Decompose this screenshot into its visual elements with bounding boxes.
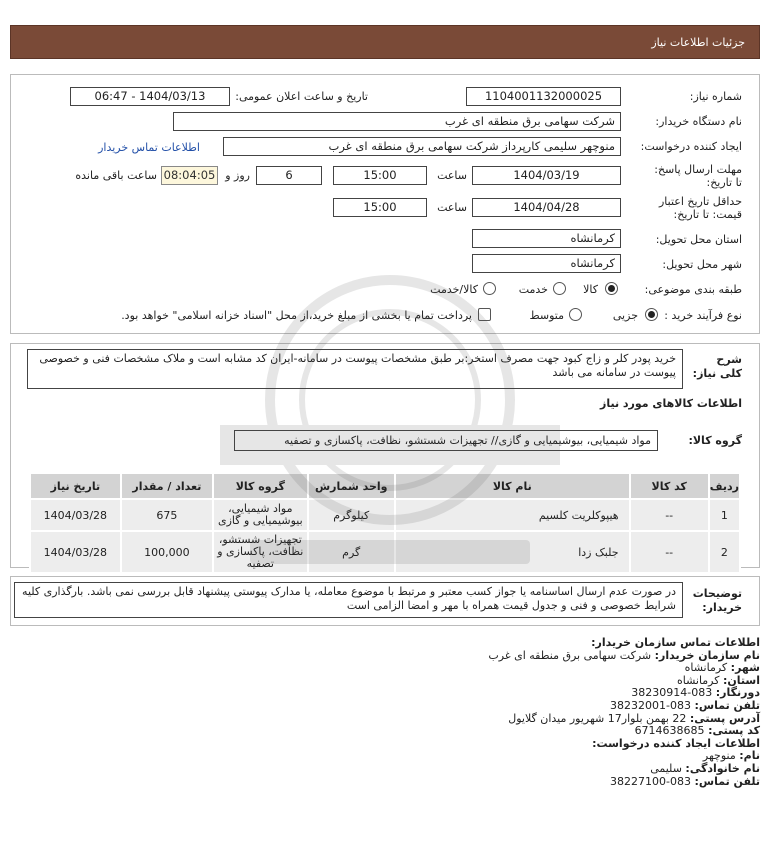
need-number-field: 1104001132000025 [466,87,621,106]
category-radio-service[interactable] [553,282,566,295]
process-option-minor: جزیی [612,309,638,322]
deadline-date-field: 1404/03/19 [472,166,621,185]
days-field: 6 [256,166,322,185]
creator-name: منوچهر [702,749,736,763]
creator-name-line [20,750,760,763]
col-unit: واحد شمارش [308,473,395,499]
contact-postal-line [20,725,760,738]
cell-name: جلبک زدا [395,531,630,573]
contact-phone-label: تلفن تماس: [694,698,760,712]
payment-note: پرداخت تمام یا بخشی از مبلغ خرید،از محل "اسناد خزانه اسلامی" خواهد بود. [121,309,472,322]
col-group: گروه کالا [213,473,307,499]
contact-city: کرمانشاه [684,661,728,675]
table-row[interactable] [30,499,740,531]
contact-postal-label: کد پستی: [708,724,760,738]
creator-phone-label: تلفن تماس: [694,774,760,788]
contact-postal: 6714638685 [634,724,705,738]
process-radio-minor[interactable] [645,308,658,321]
creator-phone-line [20,776,760,789]
cell-row: 1 [709,499,740,531]
goods-section-title: اطلاعات کالاهای مورد نیاز [600,397,742,410]
process-label: نوع فرآیند خرید : [664,309,742,322]
requester-label: ایجاد کننده درخواست: [640,140,742,153]
contact-org-line [20,650,760,663]
goods-group-field: مواد شیمیایی، بیوشیمیایی و گازی// تجهیزات شستشو، نظافت، پاکسازی و تصفیه [234,430,658,451]
table-row[interactable] [30,531,740,573]
contact-org-label: نام سازمان خریدار: [654,648,760,662]
contact-province: کرمانشاه [676,673,720,687]
goods-table [29,472,741,574]
need-number-label: شماره نیاز: [689,90,742,103]
notes-text: در صورت عدم ارسال اساسنامه یا جواز کسب معتبر و مرتبط با موضوع معامله، یا مدارک پیوستی پیشنهاد قابل بررسی نمی باشد. بارگذاری کلیه شرایط خصوصی و فنی و جدول قیمت همراه با مهر و امضا الزامی است [14,582,683,618]
announce-label: تاریخ و ساعت اعلان عمومی: [235,90,368,103]
contact-phone: 083-38232001 [610,698,692,712]
buyer-org-label: نام دستگاه خریدار: [655,115,742,128]
contact-fax-label: دورنگار: [715,686,760,700]
contact-address-label: آدرس پستی: [689,711,760,725]
cell-code: -- [630,531,709,573]
cell-code: -- [630,499,709,531]
days-label: روز و [225,169,250,182]
contact-org: شرکت سهامی برق منطقه ای غرب [488,648,652,662]
page-header [10,25,760,59]
buyer-org-field: شرکت سهامی برق منطقه ای غرب [173,112,621,131]
validity-date-field: 1404/04/28 [472,198,621,217]
cell-row: 2 [709,531,740,573]
contact-address: 22 بهمن بلوار17 شهریور میدان گلایول [508,711,687,725]
process-option-medium: متوسط [529,309,564,322]
cell-date: 1404/03/28 [30,499,121,531]
category-option-both: کالا/خدمت [430,283,478,296]
deadline-time-field: 15:00 [333,166,427,185]
contact-info [20,637,760,788]
contact-title: اطلاعات تماس سازمان خریدار: [591,636,760,649]
remaining-time-field: 08:04:05 [161,166,218,185]
process-radio-medium[interactable] [569,308,582,321]
summary-text: خرید پودر کلر و زاج کبود جهت مصرف استخر:بر طبق مشخصات پیوست در سامانه-ایران کد مشابه است و ملاک مشخصات فنی و خصوصی پیوست در سامانه می باشد [27,349,683,389]
city-label: شهر محل تحویل: [662,258,742,271]
city-field: کرمانشاه [472,254,621,273]
announce-datetime-field: 1404/03/13 - 06:47 [70,87,230,106]
cell-date: 1404/03/28 [30,531,121,573]
col-name: نام کالا [395,473,630,499]
col-qty: تعداد / مقدار [121,473,213,499]
validity-label: حداقل تاریخ اعتبار قیمت: تا تاریخ: [658,195,742,221]
col-code: کد کالا [630,473,709,499]
cell-name: هیپوکلریت کلسیم [395,499,630,531]
remaining-label: ساعت باقی مانده [75,169,157,182]
treasury-checkbox[interactable] [478,308,491,321]
creator-name-label: نام: [739,749,760,763]
validity-time-field: 15:00 [333,198,427,217]
province-label: استان محل تحویل: [655,233,742,246]
province-field: کرمانشاه [472,229,621,248]
creator-title: اطلاعات ایجاد کننده درخواست: [592,736,760,750]
cell-unit: گرم [308,531,395,573]
category-label: طبقه بندی موضوعی: [644,283,742,296]
creator-family-label: نام خانوادگی: [685,761,760,775]
col-row: ردیف [709,473,740,499]
notes-label: توضیحات خریدار: [692,587,742,614]
cell-qty: 675 [121,499,213,531]
contact-province-label: استان: [723,673,760,687]
contact-fax: 083-38230914 [631,686,713,700]
category-radio-both[interactable] [483,282,496,295]
summary-label: شرح کلی نیاز: [692,353,742,380]
goods-group-label: گروه کالا: [688,434,742,447]
contact-city-line [20,662,760,675]
deadline-label: مهلت ارسال پاسخ: تا تاریخ: [654,163,742,189]
buyer-contact-link[interactable]: اطلاعات تماس خریدار [98,141,200,154]
contact-city-label: شهر: [730,661,760,675]
category-radio-goods[interactable] [605,282,618,295]
validity-time-label: ساعت [437,201,467,214]
creator-phone: 083-38227100 [610,774,692,788]
deadline-time-label: ساعت [437,169,467,182]
cell-group: مواد شیمیایی، بیوشیمیایی و گازی [213,499,307,531]
category-option-goods: کالا [583,283,598,296]
requester-field: منوچهر سلیمی کارپرداز شرکت سهامی برق منطقه ای غرب [223,137,621,156]
goods-table-header [30,473,740,499]
col-date: تاریخ نیاز [30,473,121,499]
page-title: جزئیات اطلاعات نیاز [651,36,745,49]
category-option-service: خدمت [518,283,548,296]
cell-unit: کیلوگرم [308,499,395,531]
cell-group: تجهیزات شستشو، نظافت، پاکسازی و تصفیه [213,531,307,573]
creator-family: سلیمی [650,761,682,775]
cell-qty: 100,000 [121,531,213,573]
